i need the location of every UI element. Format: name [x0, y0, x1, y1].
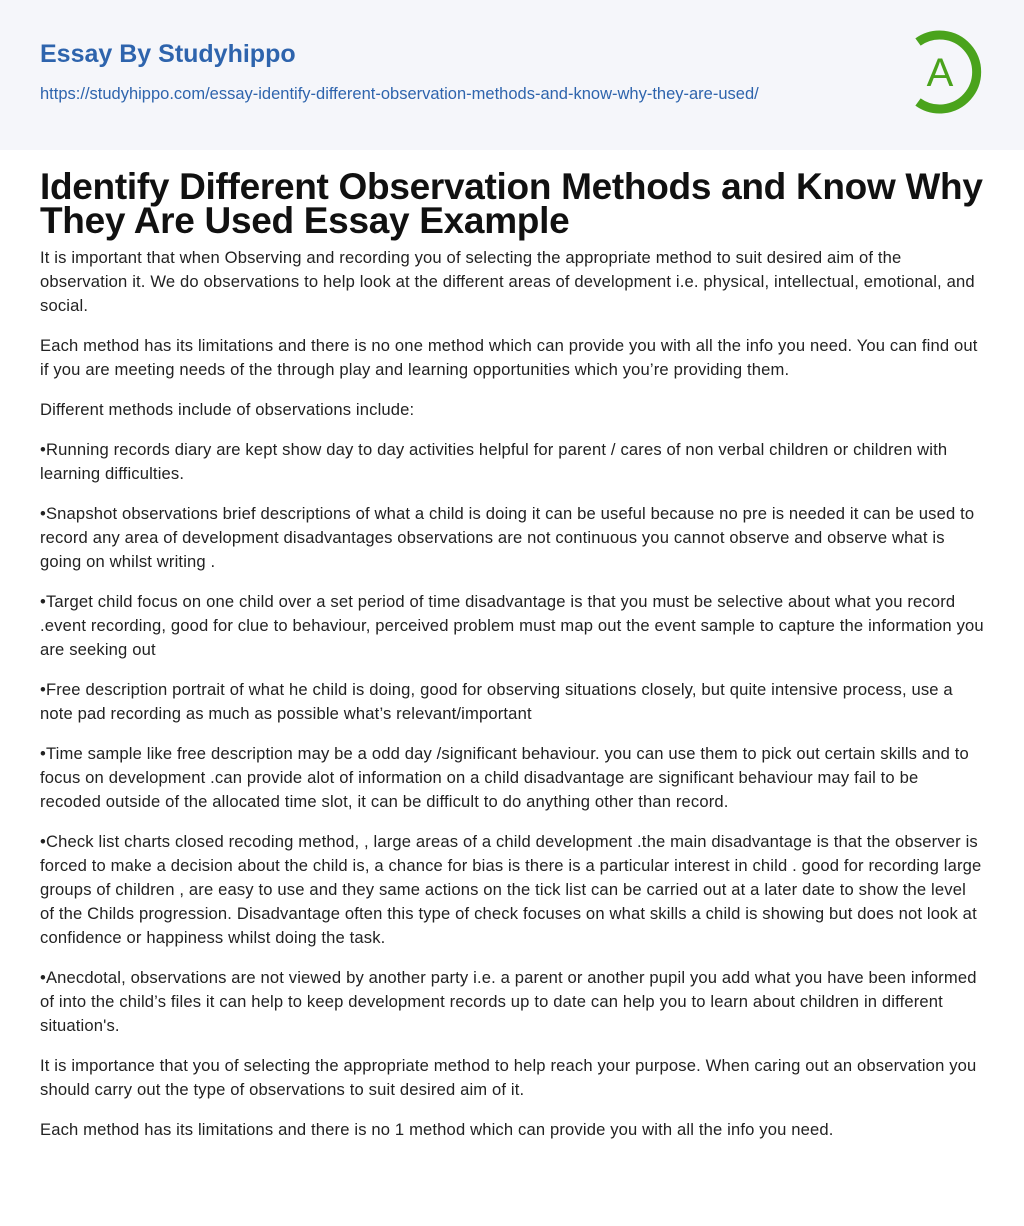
essay-url-link[interactable]: https://studyhippo.com/essay-identify-different-observation-methods-and-know-why-they-are-used/	[40, 85, 759, 103]
page-title: Identify Different Observation Methods and Know Why They Are Used Essay Example	[40, 166, 983, 241]
article	[0, 150, 1024, 1142]
paragraph: Different methods include of observations include:	[40, 400, 415, 419]
paragraph: •Check list charts closed recoding method, , large areas of a child development .the main disadvantage is that the observer is forced to make a decision about the child is, a chance for bias is there is a particular interest in child . good for recording large groups of children , are easy to use and they same actions on the tick list can be carried out at a later date to show the level of the Childs progression. Disadvantage often this type of check focuses on what skills a child is showing but does not look at confidence or happiness whilst doing the task.	[40, 832, 982, 947]
brand-title: Essay By Studyhippo	[40, 40, 296, 68]
site-header	[0, 0, 1024, 150]
paragraph: •Free description portrait of what he child is doing, good for observing situations closely, but quite intensive process, use a note pad recording as much as possible what’s relevant/important	[40, 680, 953, 723]
paragraph: •Snapshot observations brief descriptions of what a child is doing it can be useful because no pre is needed it can be used to record any area of development disadvantages observations are not continuous you cannot observe and observe what is going on whilst writing .	[40, 504, 975, 571]
paragraph: •Target child focus on one child over a set period of time disadvantage is that you must be selective about what you record .event recording, good for clue to behaviour, perceived problem must map out the event sample to capture the information you are seeking out	[40, 592, 984, 659]
paragraph: Each method has its limitations and there is no one method which can provide you with all the info you need. You can find out if you are meeting needs of the through play and learning opportunities which you’re providing them.	[40, 336, 978, 379]
studyhippo-logo-icon[interactable]	[910, 28, 988, 116]
paragraph: It is importance that you of selecting the appropriate method to help reach your purpose. When caring out an observation you should carry out the type of observations to suit desired aim of it.	[40, 1056, 977, 1099]
svg-text:A: A	[926, 51, 954, 95]
paragraph: Each method has its limitations and there is no 1 method which can provide you with all the info you need.	[40, 1120, 834, 1139]
paragraph: •Running records diary are kept show day to day activities helpful for parent / cares of non verbal children or children with learning difficulties.	[40, 440, 948, 483]
paragraph: It is important that when Observing and recording you of selecting the appropriate method to suit desired aim of the observation it. We do observations to help look at the different areas of development i.e. physical, intellectual, emotional, and social.	[40, 248, 975, 315]
paragraph: •Time sample like free description may be a odd day /significant behaviour. you can use them to pick out certain skills and to focus on development .can provide alot of information on a child disadvantage are significant behaviour may fail to be recoded outside of the allocated time slot, it can be difficult to do anything other than record.	[40, 744, 969, 811]
paragraph: •Anecdotal, observations are not viewed by another party i.e. a parent or another pupil you add what you have been informed of into the child’s files it can help to keep development records up to date can help you to learn about children in different situation's.	[40, 968, 977, 1035]
